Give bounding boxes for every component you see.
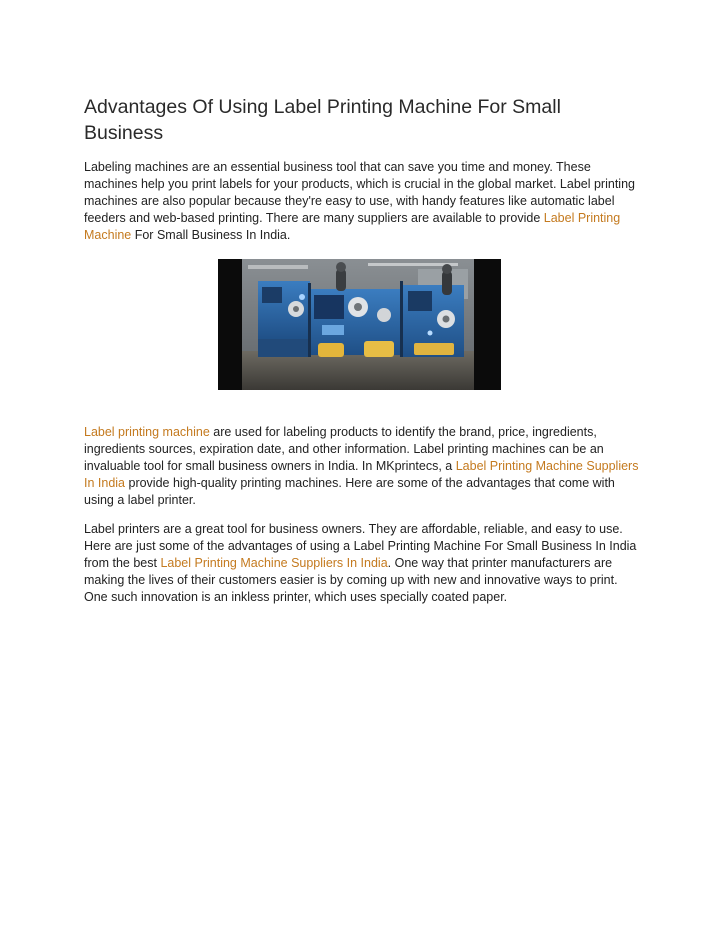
suppliers-in-india-link-2[interactable]: Label Printing Machine Suppliers In India — [160, 556, 388, 570]
label-printing-machine-photo-icon — [218, 259, 501, 390]
page-title: Advantages Of Using Label Printing Machine For Small Business — [84, 96, 561, 144]
advantages-text-1: Label printers are a great tool for business owners. They are affordable, reliable, and easy to use. Here are just some of the advantages of using a Label Printing Machine For Small Business In India from the best — [84, 522, 637, 570]
intro-paragraph — [84, 159, 640, 244]
machine-photo — [218, 259, 501, 390]
uses-text-2: provide high-quality printing machines. Here are some of the advantages that come with using a label printer. — [84, 476, 615, 507]
label-printing-machine-link-2[interactable]: Label printing machine — [84, 425, 210, 439]
intro-text-before: Labeling machines are an essential business tool that can save you time and money. These machines help you print labels for your products, which is crucial in the global market. Label printing machines are also popular because they're easy to use, with handy features like automatic label feeders and web-based printing. There are many suppliers are available to provide — [84, 160, 635, 225]
uses-paragraph — [84, 424, 642, 509]
advantages-paragraph — [84, 521, 640, 606]
advantages-text-2: . One way that printer manufacturers are making the lives of their customers easier is by coming up with new and innovative ways to print. One such innovation is an inkless printer, which uses specially coated paper. — [84, 556, 618, 604]
label-printing-machine-link[interactable]: Label Printing Machine — [84, 211, 621, 242]
uses-text-1: are used for labeling products to identify the brand, price, ingredients, ingredients sources, expiration date, and other information. Label printing machines can be an invaluable tool for small business owners in India. In MKprintecs, a — [84, 425, 604, 473]
suppliers-in-india-link[interactable]: Label Printing Machine Suppliers In India — [84, 459, 639, 490]
intro-text-after: For Small Business In India. — [131, 228, 291, 242]
